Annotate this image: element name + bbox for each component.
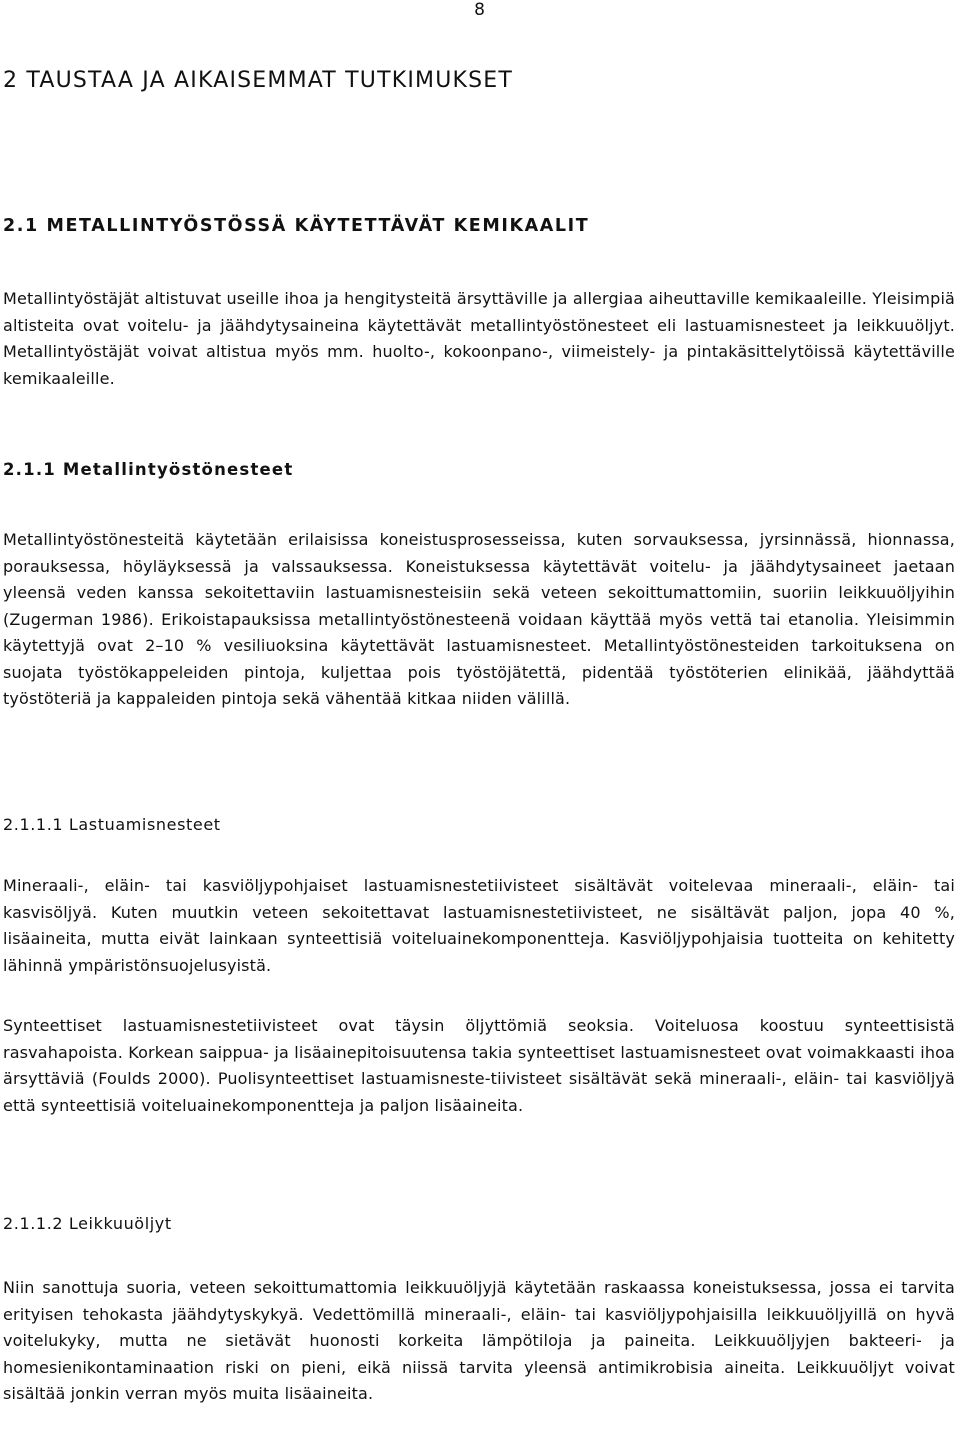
subsection-body-paragraph: Metallintyöstönesteitä käytetään erilaisissa koneistusprosesseissa, kuten sorvauksessa, jyrsinnässä, hionnassa, porauksessa, höyläyksessä ja valssauksessa. Koneistuksessa käytettävät voitelu- ja jäähdytysaineet jaetaan yleensä veden kanssa sekoitettaviin lastuamisnesteisiin sekä veteen sekoittumattomiin, suoriin leikkuuöljyihin (Zugerman 1986). Erikoistapauksissa metallintyöstönesteenä voidaan käyttää myös vettä tai etanolia. Yleisimmin käytettyjä ovat 2–10 % vesiliuoksina käytettävät lastuamisnesteet. Metallintyöstönesteiden tarkoituksena on suojata työstökappeleiden pintoja, kuljettaa pois työstöjätettä, pidentää työstöterien elinikää, jäähdyttää työstöteriä ja kappaleiden pintoja sekä vähentää kitkaa niiden välillä. — [3, 530, 955, 708]
section-heading: 2.1 METALLINTYÖSTÖSSÄ KÄYTETTÄVÄT KEMIKAALIT — [3, 216, 590, 236]
lastuamisnesteet-paragraph-1: Mineraali-, eläin- tai kasviöljypohjaiset lastuamisnestetiivisteet sisältävät voitelevaa mineraali-, eläin- tai kasvisöljyä. Kuten muutkin veteen sekoitettavat lastuamisnestetiivisteet, ne sisältävät paljon, jopa 40 %, lisäaineita, mutta eivät lainkaan synteettisiä voiteluainekomponentteja. Kasviöljypohjaisia tuotteita on kehitetty lähinnä ympäristönsuojelusyistä. — [3, 876, 955, 975]
subsection-heading: 2.1.1 Metallintyöstönesteet — [3, 460, 294, 479]
chapter-title: 2 TAUSTAA JA AIKAISEMMAT TUTKIMUKSET — [3, 68, 514, 93]
leikkuuoljyt-heading: 2.1.1.2 Leikkuuöljyt — [3, 1214, 172, 1233]
leikkuuoljyt-paragraph-1: Niin sanottuja suoria, veteen sekoittumattomia leikkuuöljyjä käytetään raskaassa koneistuksessa, jossa ei tarvita erityisen tehokasta jäähdytyskykyä. Vedettömillä mineraali-, eläin- tai kasviöljypohjaisilla leikkuuöljyillä on hyvä voitelukyky, mutta ne sietävät huonosti korkeita lämpötiloja ja paineita. Leikkuuöljyjen bakteeri- ja homesienikontaminaation riski on pieni, eikä niissä tarvita yleensä antimikrobisia aineita. Leikkuuöljyt voivat sisältää jonkin verran myös muita lisäaineita. — [3, 1278, 955, 1403]
section-intro-paragraph: Metallintyöstäjät altistuvat useille ihoa ja hengitysteitä ärsyttäville ja allergiaa aiheuttaville kemikaaleille. Yleisimpiä altisteita ovat voitelu- ja jäähdytysaineina käytettävät metallintyöstönesteet eli lastuamisnesteet ja leikkuuöljyt. Metallintyöstäjät voivat altistua myös mm. huolto-, kokoonpano-, viimeistely- ja pintakäsittelytöissä käytettäville kemikaaleille. — [3, 289, 955, 388]
lastuamisnesteet-heading: 2.1.1.1 Lastuamisnesteet — [3, 815, 221, 834]
page-number: 8 — [474, 0, 485, 20]
lastuamisnesteet-paragraph-2: Synteettiset lastuamisnestetiivisteet ovat täysin öljyttömiä seoksia. Voiteluosa koostuu synteettisistä rasvahapoista. Korkean saippua- ja lisäainepitoisuutensa takia synteettiset lastuamisnesteet ovat voimakkaasti ihoa ärsyttäviä (Foulds 2000). Puolisynteettiset lastuamisneste-tiivisteet sisältävät sekä mineraali-, eläin- tai kasviöljyä että synteettisiä voiteluainekomponentteja ja paljon lisäaineita. — [3, 1016, 955, 1115]
